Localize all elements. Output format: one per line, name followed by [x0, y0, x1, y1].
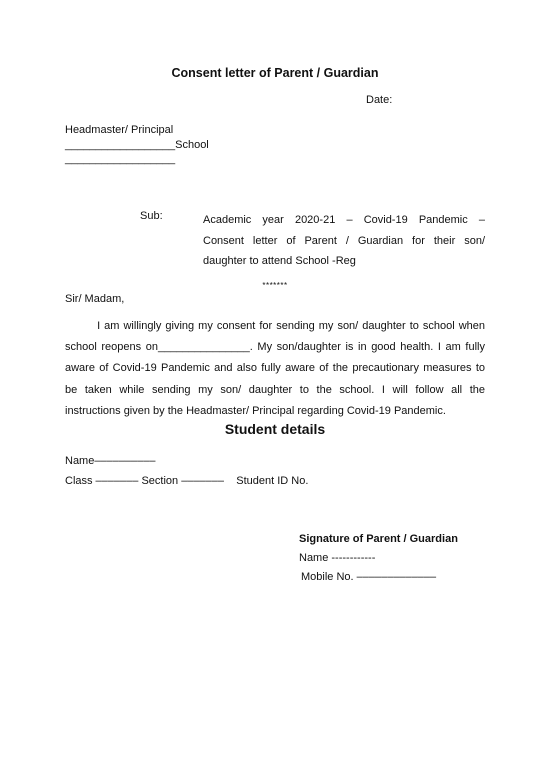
date-label: Date:	[366, 94, 393, 106]
subject-line: Academic year 2020-21 – Covid-19 Pandemic –	[203, 214, 485, 226]
body-line: school reopens on_______________. My son/daughter is in good health. I am fully	[65, 341, 485, 354]
body-line: be taken while sending my son/ daughter to the school. I will follow all the	[65, 383, 485, 396]
signature-name-field: Name ------------	[299, 552, 376, 564]
body-line: I am willingly giving my consent for sending my son/ daughter to school when	[65, 320, 485, 332]
signature-mobile-field: Mobile No. –––––––––––––	[301, 571, 437, 583]
salutation: Sir/ Madam,	[65, 293, 125, 305]
subject-line: daughter to attend School -Reg	[203, 255, 356, 267]
separator: *******	[262, 281, 288, 290]
body-line: aware of Covid-19 Pandemic and also fully aware of the precautionary measures to	[65, 362, 485, 375]
subject-label: Sub:	[140, 210, 163, 222]
student-details-heading: Student details	[224, 421, 326, 437]
letter-title: Consent letter of Parent / Guardian	[171, 66, 379, 80]
address-line-3: __________________	[65, 153, 176, 165]
address-line-1: Headmaster/ Principal	[65, 124, 174, 136]
letter-body	[65, 316, 485, 422]
body-line: instructions given by the Headmaster/ Principal regarding Covid-19 Pandemic.	[65, 404, 446, 417]
subject-text	[203, 210, 485, 272]
subject-line: Consent letter of Parent / Guardian for their son/	[203, 234, 485, 247]
signature-title: Signature of Parent / Guardian	[299, 533, 458, 545]
student-class-field: Class ––––––– Section ––––––– Student ID No.	[65, 475, 309, 487]
address-line-2: __________________School	[65, 139, 209, 151]
student-name-field: Name––––––––––	[65, 455, 156, 467]
